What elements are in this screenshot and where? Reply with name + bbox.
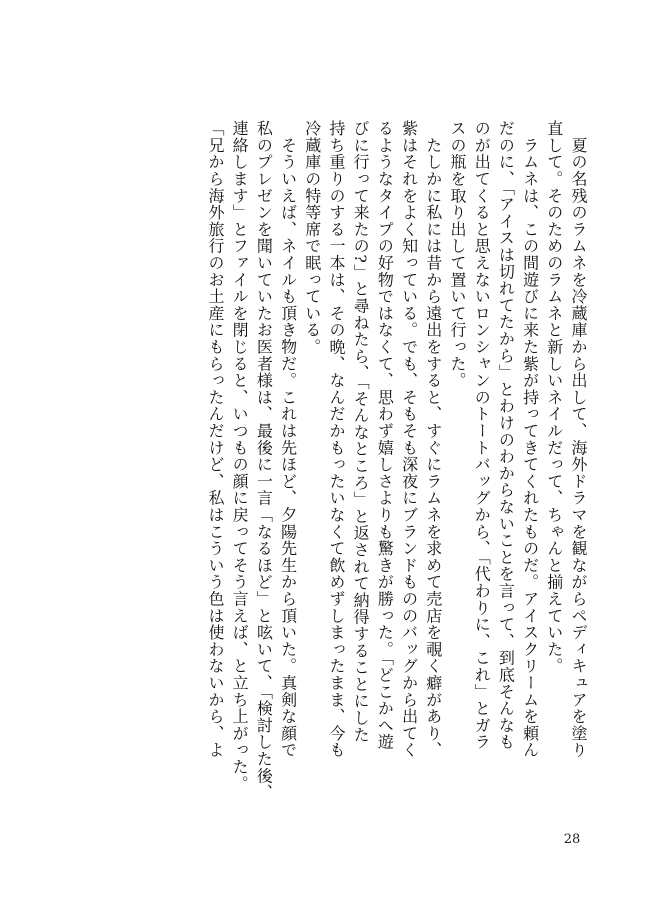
- text-line: 持ち重りのする一本は、その晩、なんだかもったいなくて飲めずしまったまま、今も: [326, 120, 346, 759]
- text-line: 夏の名残のラムネを冷蔵庫から出して、海外ドラマを観ながらペディキュアを塗り: [569, 120, 588, 759]
- text-line: 冷蔵庫の特等席で眠っている。: [302, 120, 322, 356]
- page-number: 28: [563, 832, 581, 847]
- text-line: 連絡します」とファイルを閉じると、いつもの顔に戻ってそう言えば、と立ち上がった。: [230, 120, 250, 792]
- vertical-text-body: [102, 120, 590, 810]
- text-line: 「兄から海外旅行のお土産にもらったんだけど、私はこういう色は使わないから、よ: [205, 120, 225, 759]
- text-line: びに行って来たの?」と尋ねたら、「そんなところ」と返されて納得することにした: [351, 120, 371, 743]
- text-line: ラムネは、この間遊びに来た紫が持ってきてくれたものだ。アイスクリームを頼ん: [520, 120, 540, 759]
- text-line: そういえば、ネイルも頂き物だ。これは先ほど、夕陽先生から頂いた。真剣な顔で: [278, 120, 298, 759]
- text-line: るようなタイプの好物ではなくて、思わず嬉しさよりも驚きが勝った。「どこかへ遊: [375, 120, 395, 751]
- text-line: スの瓶を取り出して置いて行った。: [447, 120, 467, 389]
- text-line: のが出てくると思えないロンシャンのトートバッグから、「代わりに、これ」とガラ: [472, 120, 492, 751]
- text-line: 紫はそれをよく知っている。でも、そもそも深夜にブランドもののバッグから出てく: [399, 120, 419, 759]
- text-line: たしかに私には昔から遠出をすると、すぐにラムネを求めて売店を覗く癖があり、: [423, 120, 443, 759]
- text-line: 直して。そのためのラムネと新しいネイルだって、ちゃんと揃えていた。: [544, 120, 564, 675]
- text-line: だのに、「アイスは切れてたから」とわけのわからないことを言って、到底そんなも: [496, 120, 516, 751]
- text-line: 私のプレゼンを聞いていたお医者様は、最後に一言「なるほど」と呟いて、「検討した後、: [254, 120, 274, 801]
